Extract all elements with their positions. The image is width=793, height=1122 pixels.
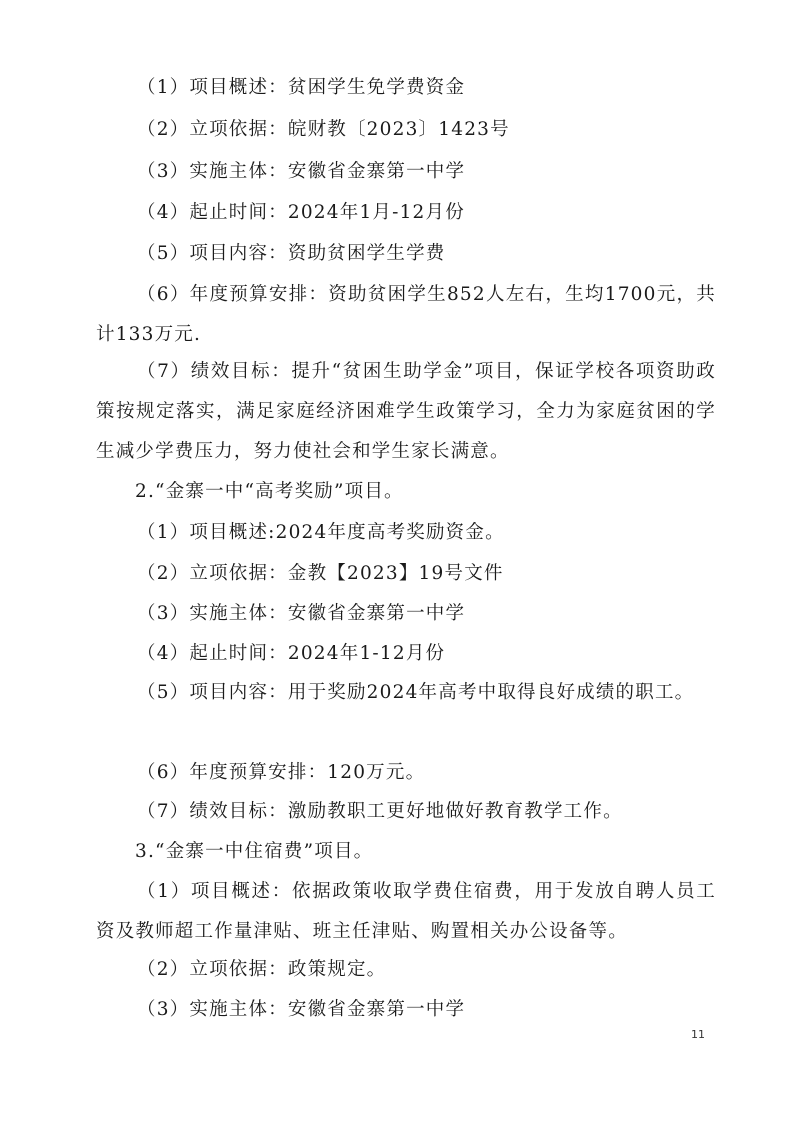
paragraph-1-3: （3）实施主体：安徽省金寨第一中学 [137,161,466,182]
paragraph-1-4: （4）起止时间：2024年1月-12月份 [137,202,465,223]
paragraph-2-2: （2）立项依据：金教【2023】19号文件 [137,563,504,584]
paragraph-1-7: （7）绩效目标：提升“贫困生助学金”项目，保证学校各项资助政策按规定落实，满足家庭经济困难学生政策学习，全力为家庭贫困的学生减少学费压力，努力使社会和学生家长满意。 [96,361,716,462]
paragraph-2-5: （5）项目内容：用于奖励2024年高考中取得良好成绩的职工。 [137,682,695,703]
paragraph-2-1: （1）项目概述:2024年度高考奖励资金。 [137,522,505,543]
paragraph-2-6: （6）年度预算安排：120万元。 [137,762,426,783]
paragraph-2-4: （4）起止时间：2024年1-12月份 [137,643,446,664]
paragraph-2-7: （7）绩效目标：激励教职工更好地做好教育教学工作。 [137,801,623,822]
paragraph-1-5: （5）项目内容：资助贫困学生学费 [137,243,446,264]
page-number: 11 [691,1028,705,1041]
paragraph-2-3: （3）实施主体：安徽省金寨第一中学 [137,603,466,624]
paragraph-1-6: （6）年度预算安排：资助贫困学生852人左右，生均1700元，共计133万元. [96,284,716,345]
paragraph-1-2: （2）立项依据：皖财教〔2023〕1423号 [137,119,510,140]
paragraph-3-1: （1）项目概述：依据政策收取学费住宿费，用于发放自聘人员工资及教师超工作量津贴、班主任津贴、购置相关办公设备等。 [96,881,716,942]
paragraph-3-3: （3）实施主体：安徽省金寨第一中学 [137,999,466,1020]
section-heading-3: 3.“金寨一中住宿费”项目。 [135,841,374,862]
paragraph-3-2: （2）立项依据：政策规定。 [137,959,387,980]
paragraph-1-1: （1）项目概述：贫困学生免学费资金 [137,77,466,98]
section-heading-2: 2.“金寨一中“高考奖励”项目。 [135,481,404,502]
